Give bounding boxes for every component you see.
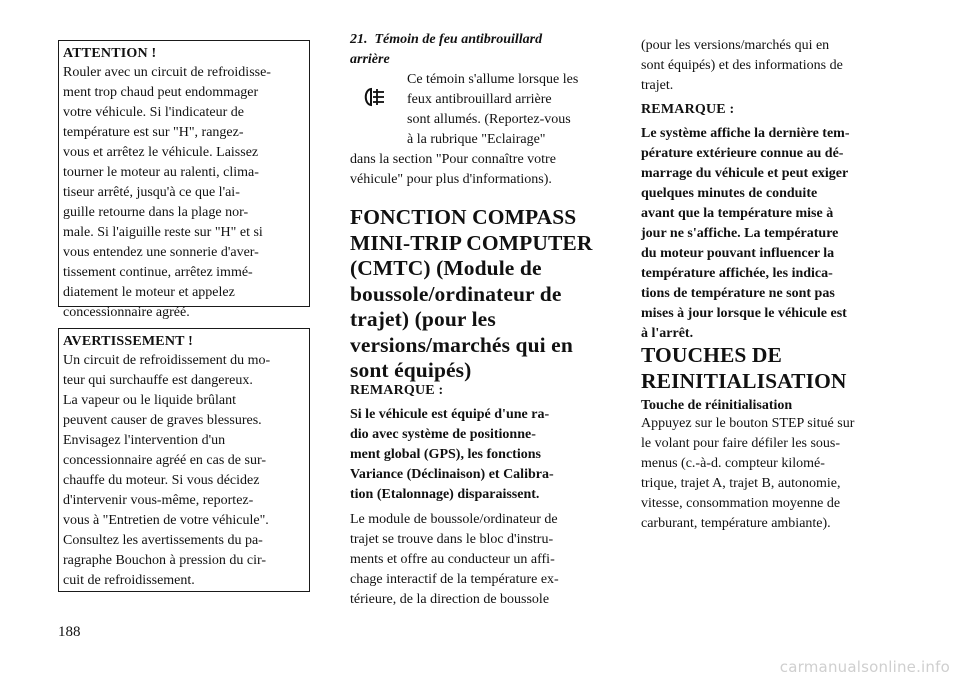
warning-box [58,328,310,592]
remark2-text: Le système affiche la dernière tem- pérature extérieure connue au dé- marrage du véhicule et peut exiger quelques minutes de conduite avant que la température mise à jour ne s'affiche. La température du moteur pouvant influencer la température affichée, les indica- tions de température ne sont pas mises à jour lorsque le véhicule est à l'arrêt. [641,126,850,341]
lamp-text-right: Ce témoin s'allume lorsque les feux antibrouillard arrière sont allumés. (Reportez-vous à la rubrique "Eclairage" [407,72,579,147]
warning-text: Un circuit de refroidissement du mo- teur qui surchauffe est dangereux. La vapeur ou le liquide brûlant peuvent causer de graves blessures. Envisagez l'intervention d'un concessionnaire agréé en cas de sur- chauffe du moteur. Si vous décidez d'intervenir vous-même, reportez- vous à "Entretien de votre véhicule". Consultez les avertissements du pa- ragraphe Bouchon à pression du cir- cuit de refroidissement. [63,353,271,588]
compass-body: Le module de boussole/ordinateur de trajet se trouve dans le bloc d'instru- ments et offre au conducteur un affi- chage interactif de la température ex- térieure, de la direction de boussole [350,512,559,607]
reset-subheading: Touche de réinitialisation [641,398,793,413]
remark2-label: REMARQUE : [641,102,735,117]
warning-title: AVERTISSEMENT ! [63,334,193,349]
watermark: carmanualsonline.info [779,658,950,676]
compass-body-continued: (pour les versions/marchés qui en sont équipés) et des informations de trajet. [641,38,843,93]
lamp-text-full: dans la section "Pour connaître votre véhicule" pour plus d'informations). [350,152,556,187]
attention-title: ATTENTION ! [63,46,157,61]
compass-remark-label: REMARQUE : [350,383,444,398]
reset-heading: TOUCHES DE REINITIALISATION [641,343,847,393]
rear-fog-lamp-icon [362,87,388,107]
compass-heading: FONCTION COMPASS MINI-TRIP COMPUTER (CMTC) (Module de boussole/ordinateur de trajet) (pour les versions/marchés qui en sont équipés) [350,205,593,382]
lamp-heading: 21. Témoin de feu antibrouillard arrière [350,32,543,67]
reset-text: Appuyez sur le bouton STEP situé sur le volant pour faire défiler les sous- menus (c.-à-d. compteur kilomé- trique, trajet A, trajet B, autonomie, vitesse, consommation moyenne de carburant, température ambiante). [641,416,855,531]
attention-text: Rouler avec un circuit de refroidisse- ment trop chaud peut endommager votre véhicule. Si l'indicateur de température est sur "H", rangez- vous et arrêtez le véhicule. Laissez tourner le moteur au ralenti, clima- tiseur arrêté, jusqu'à ce que l'ai- guille retourne dans la plage nor- male. Si l'aiguille reste sur "H" et si vous entendez une sonnerie d'aver- tissement continue, arrêtez immé- diatement le moteur et appelez concessionnaire agréé. [63,65,271,320]
attention-box [58,40,310,320]
compass-remark-text: Si le véhicule est équipé d'une ra- dio avec système de positionne- ment global (GPS), les fonctions Variance (Déclinaison) et Calibra- tion (Etalonnage) disparaissent. [350,407,554,502]
page-number: 188 [58,624,81,640]
